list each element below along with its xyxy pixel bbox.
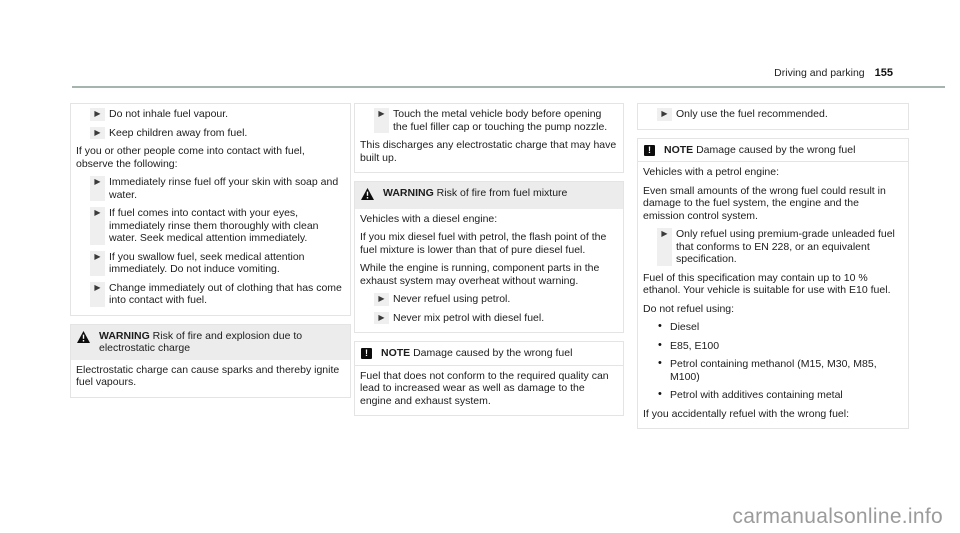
- arrow-bullet-icon: ▶: [90, 251, 105, 276]
- paragraph: Even small amounts of the wrong fuel could result in damage to the fuel system, the engine and the emission control system.: [643, 184, 886, 222]
- note-block: [354, 341, 624, 416]
- list-item-text: Change immediately out of clothing that has come into contact with fuel.: [109, 281, 342, 306]
- list-item-text: Immediately rinse fuel off your skin with soap and water.: [109, 176, 339, 201]
- arrow-bullet-icon: ▶: [657, 108, 672, 121]
- note-header-text: [664, 144, 902, 157]
- warning-label: WARNING: [383, 187, 434, 199]
- list-item-text: Keep children away from fuel.: [109, 126, 248, 139]
- arrow-bullet-icon: ▶: [90, 108, 105, 121]
- header-rule: [72, 86, 945, 88]
- list-item: [360, 108, 617, 133]
- list-item: [643, 389, 902, 402]
- list-item-text: Petrol with additives containing metal: [670, 389, 843, 401]
- paragraph: This discharges any electrostatic charge that may have built up.: [360, 139, 617, 164]
- note-header: [638, 139, 908, 163]
- list-item: [76, 282, 344, 307]
- list-item-text: Only use the fuel recommended.: [676, 108, 828, 120]
- note-title: Damage caused by the wrong fuel: [413, 347, 573, 359]
- page-header: [774, 67, 893, 80]
- list-item-text: Touch the metal vehicle body before opening the fuel filler cap or touching the pump nozzle.: [393, 108, 608, 133]
- note-label: NOTE: [381, 347, 411, 359]
- warning-title: Risk of fire and explosion due to electrostatic charge: [99, 329, 303, 354]
- paragraph: Vehicles with a petrol engine:: [643, 166, 780, 178]
- list-item-text: If you swallow fuel, seek medical attention immediately. Do not induce vomiting.: [109, 250, 305, 275]
- note-icon: !: [361, 348, 372, 359]
- dot-bullet-icon: •: [658, 388, 662, 400]
- dot-bullet-icon: •: [658, 357, 662, 369]
- warning-block: [354, 181, 624, 333]
- list-item: [643, 321, 902, 334]
- paragraph: If you accidentally refuel with the wrong fuel:: [643, 407, 850, 420]
- watermark: carmanualsonline.info: [732, 505, 943, 528]
- paragraph: Fuel of this specification may contain up to 10 % ethanol. Your vehicle is suitable for use with E10 fuel.: [643, 271, 891, 296]
- list-item: [643, 358, 902, 383]
- list-item-text: Only refuel using premium-grade unleaded fuel that conforms to EN 228, or an equivalent specification.: [676, 228, 895, 265]
- warning-label: WARNING: [99, 329, 150, 342]
- paragraph: Vehicles with a diesel engine:: [360, 212, 498, 225]
- paragraph: If you mix diesel fuel with petrol, the flash point of the fuel mixture is lower than that of pure diesel fuel.: [360, 231, 607, 256]
- section-title: Driving and parking: [774, 67, 865, 79]
- paragraph: While the engine is running, component parts in the exhaust system may overheat without warning.: [360, 262, 600, 287]
- content-column-right: [637, 103, 909, 437]
- list-item: [76, 108, 344, 121]
- list-item-text: Never mix petrol with diesel fuel.: [393, 311, 545, 324]
- list-item: [643, 108, 902, 121]
- note-label: NOTE: [664, 143, 694, 156]
- dot-bullet-icon: •: [658, 338, 662, 351]
- arrow-bullet-icon: ▶: [90, 176, 105, 201]
- text-block: [637, 103, 909, 130]
- list-item-text: Diesel: [670, 321, 700, 333]
- note-header-text: [381, 347, 617, 360]
- warning-header-text: [383, 187, 617, 200]
- list-item: [76, 176, 344, 201]
- arrow-bullet-icon: ▶: [374, 108, 389, 133]
- arrow-bullet-icon: ▶: [374, 293, 389, 306]
- dot-bullet-icon: •: [658, 320, 662, 332]
- text-block: [354, 103, 624, 173]
- warning-header: [71, 325, 350, 360]
- arrow-bullet-icon: ▶: [90, 207, 105, 245]
- text-block: [70, 103, 351, 316]
- paragraph: Do not refuel using:: [643, 302, 735, 315]
- warning-block: [70, 324, 351, 398]
- arrow-bullet-icon: ▶: [374, 312, 389, 325]
- warning-header-text: [99, 330, 344, 355]
- list-item: [643, 340, 902, 353]
- warning-title: Risk of fire from fuel mixture: [436, 187, 568, 199]
- list-item: [360, 312, 617, 325]
- note-block: [637, 138, 909, 430]
- note-title: Damage caused by the wrong fuel: [696, 143, 856, 156]
- content-column-middle: [354, 103, 624, 424]
- warning-icon: [361, 188, 374, 204]
- arrow-bullet-icon: ▶: [90, 127, 105, 140]
- list-item: [76, 251, 344, 276]
- list-item-text: Petrol containing methanol (M15, M30, M85, M100): [670, 358, 877, 383]
- note-icon: !: [644, 145, 655, 156]
- arrow-bullet-icon: ▶: [90, 282, 105, 307]
- page-number: 155: [874, 67, 893, 79]
- warning-icon: [77, 331, 90, 347]
- paragraph: Fuel that does not conform to the required quality can lead to increased wear as well as damage to the engine and exhaust system.: [360, 369, 609, 407]
- list-item: [76, 127, 344, 140]
- warning-header: [355, 182, 623, 209]
- list-item-text: Never refuel using petrol.: [393, 293, 511, 305]
- list-item: [643, 228, 902, 266]
- note-header: [355, 342, 623, 366]
- arrow-bullet-icon: ▶: [657, 228, 672, 266]
- list-item: [76, 207, 344, 245]
- content-column-left: [70, 103, 351, 406]
- list-item: [360, 293, 617, 306]
- list-item-text: Do not inhale fuel vapour.: [109, 108, 229, 120]
- list-item-text: If fuel comes into contact with your eyes, immediately rinse them thoroughly with clean water. Seek medical attention immediately.: [109, 207, 319, 244]
- paragraph: Electrostatic charge can cause sparks and thereby ignite fuel vapours.: [76, 363, 340, 388]
- list-item-text: E85, E100: [670, 339, 720, 352]
- paragraph: If you or other people come into contact with fuel, observe the following:: [76, 145, 305, 170]
